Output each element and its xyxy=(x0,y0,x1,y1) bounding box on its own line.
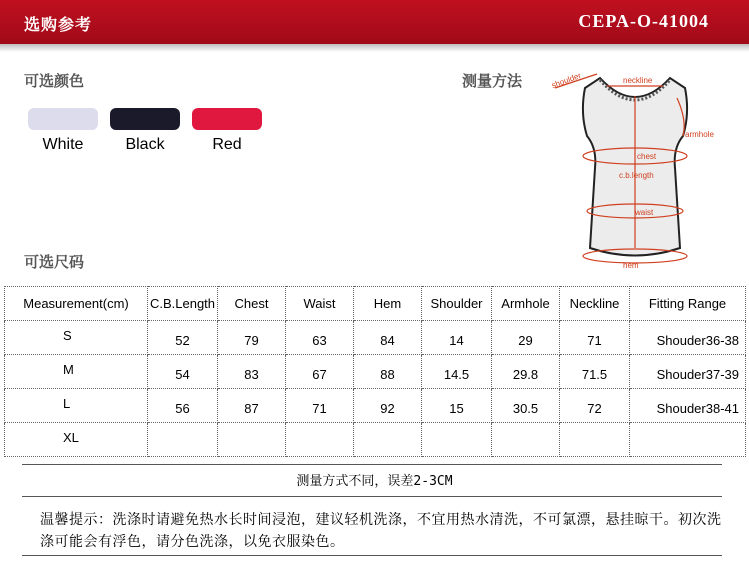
table-header: Fitting Range xyxy=(630,287,746,321)
label-cblength: c.b.length xyxy=(619,171,654,180)
size-table xyxy=(4,286,746,457)
size-label: XL xyxy=(5,423,148,457)
table-header: Shoulder xyxy=(422,287,492,321)
table-cell: 29.8 xyxy=(492,355,560,389)
label-shoulder: shoulder xyxy=(550,71,583,90)
table-cell: 14.5 xyxy=(422,355,492,389)
size-label: L xyxy=(5,389,148,423)
table-cell xyxy=(148,423,218,457)
swatch-black[interactable] xyxy=(110,108,180,154)
table-cell: 30.5 xyxy=(492,389,560,423)
table-cell: Shouder36-38 xyxy=(630,321,746,355)
care-tips: 温馨提示：洗涤时请避免热水长时间浸泡，建议轻机洗涤，不宜用热水清洗，不可氯漂，悬挂晾干。初次洗涤可能会有浮色，请分色洗涤，以免衣服染色。 xyxy=(40,512,722,550)
table-cell: 15 xyxy=(422,389,492,423)
table-cell: Shouder38-41 xyxy=(630,389,746,423)
swatch-label-red: Red xyxy=(212,136,242,153)
table-header: Waist xyxy=(286,287,354,321)
table-header-row xyxy=(5,287,746,321)
garment-diagram xyxy=(545,58,725,276)
table-cell xyxy=(218,423,286,457)
size-label: S xyxy=(5,321,148,355)
table-cell xyxy=(422,423,492,457)
table-cell: 67 xyxy=(286,355,354,389)
table-cell xyxy=(286,423,354,457)
table-cell xyxy=(354,423,422,457)
table-row xyxy=(5,423,746,457)
label-waist: waist xyxy=(635,208,654,217)
divider-bottom xyxy=(22,555,722,556)
table-cell: 71.5 xyxy=(560,355,630,389)
swatch-white[interactable] xyxy=(28,108,98,154)
swatch-label-black: Black xyxy=(125,136,165,153)
table-header: C.B.Length xyxy=(148,287,218,321)
table-cell: 54 xyxy=(148,355,218,389)
table-cell: 52 xyxy=(148,321,218,355)
table-cell: Shouder37-39 xyxy=(630,355,746,389)
table-cell: 87 xyxy=(218,389,286,423)
table-cell: 71 xyxy=(560,321,630,355)
table-cell xyxy=(630,423,746,457)
table-cell: 92 xyxy=(354,389,422,423)
measure-title: 测量方法 xyxy=(462,72,523,90)
tshirt-diagram-icon xyxy=(545,58,725,276)
label-hem: hem xyxy=(623,261,639,270)
variance-note: 测量方式不同，误差2-3CM xyxy=(296,474,453,489)
header-shadow xyxy=(0,44,749,52)
swatch-label-white: White xyxy=(42,136,84,153)
table-cell: 14 xyxy=(422,321,492,355)
table-cell: 79 xyxy=(218,321,286,355)
divider-middle xyxy=(22,496,722,497)
colors-title: 可选颜色 xyxy=(24,72,85,90)
swatch-red[interactable] xyxy=(192,108,262,154)
swatch-color-red xyxy=(192,108,262,130)
table-cell xyxy=(492,423,560,457)
table-header: Chest xyxy=(218,287,286,321)
label-chest: chest xyxy=(637,152,657,161)
table-header: Hem xyxy=(354,287,422,321)
sizes-title: 可选尺码 xyxy=(24,253,85,271)
swatch-color-black xyxy=(110,108,180,130)
table-cell: 84 xyxy=(354,321,422,355)
table-row xyxy=(5,355,746,389)
table-cell: 72 xyxy=(560,389,630,423)
table-header: Neckline xyxy=(560,287,630,321)
table-header: Armhole xyxy=(492,287,560,321)
table-cell: 83 xyxy=(218,355,286,389)
table-header: Measurement(cm) xyxy=(5,287,148,321)
table-cell: 29 xyxy=(492,321,560,355)
label-armhole: armhole xyxy=(685,130,714,139)
size-label: M xyxy=(5,355,148,389)
table-row xyxy=(5,321,746,355)
table-cell: 56 xyxy=(148,389,218,423)
product-code: CEPA-O-41004 xyxy=(578,11,709,31)
table-cell xyxy=(560,423,630,457)
table-cell: 88 xyxy=(354,355,422,389)
table-cell: 71 xyxy=(286,389,354,423)
label-neckline: neckline xyxy=(623,76,653,85)
header-title: 选购参考 xyxy=(24,15,93,34)
table-row xyxy=(5,389,746,423)
swatch-color-white xyxy=(28,108,98,130)
header-bar xyxy=(0,0,749,44)
table-cell: 63 xyxy=(286,321,354,355)
divider-top xyxy=(22,464,722,465)
